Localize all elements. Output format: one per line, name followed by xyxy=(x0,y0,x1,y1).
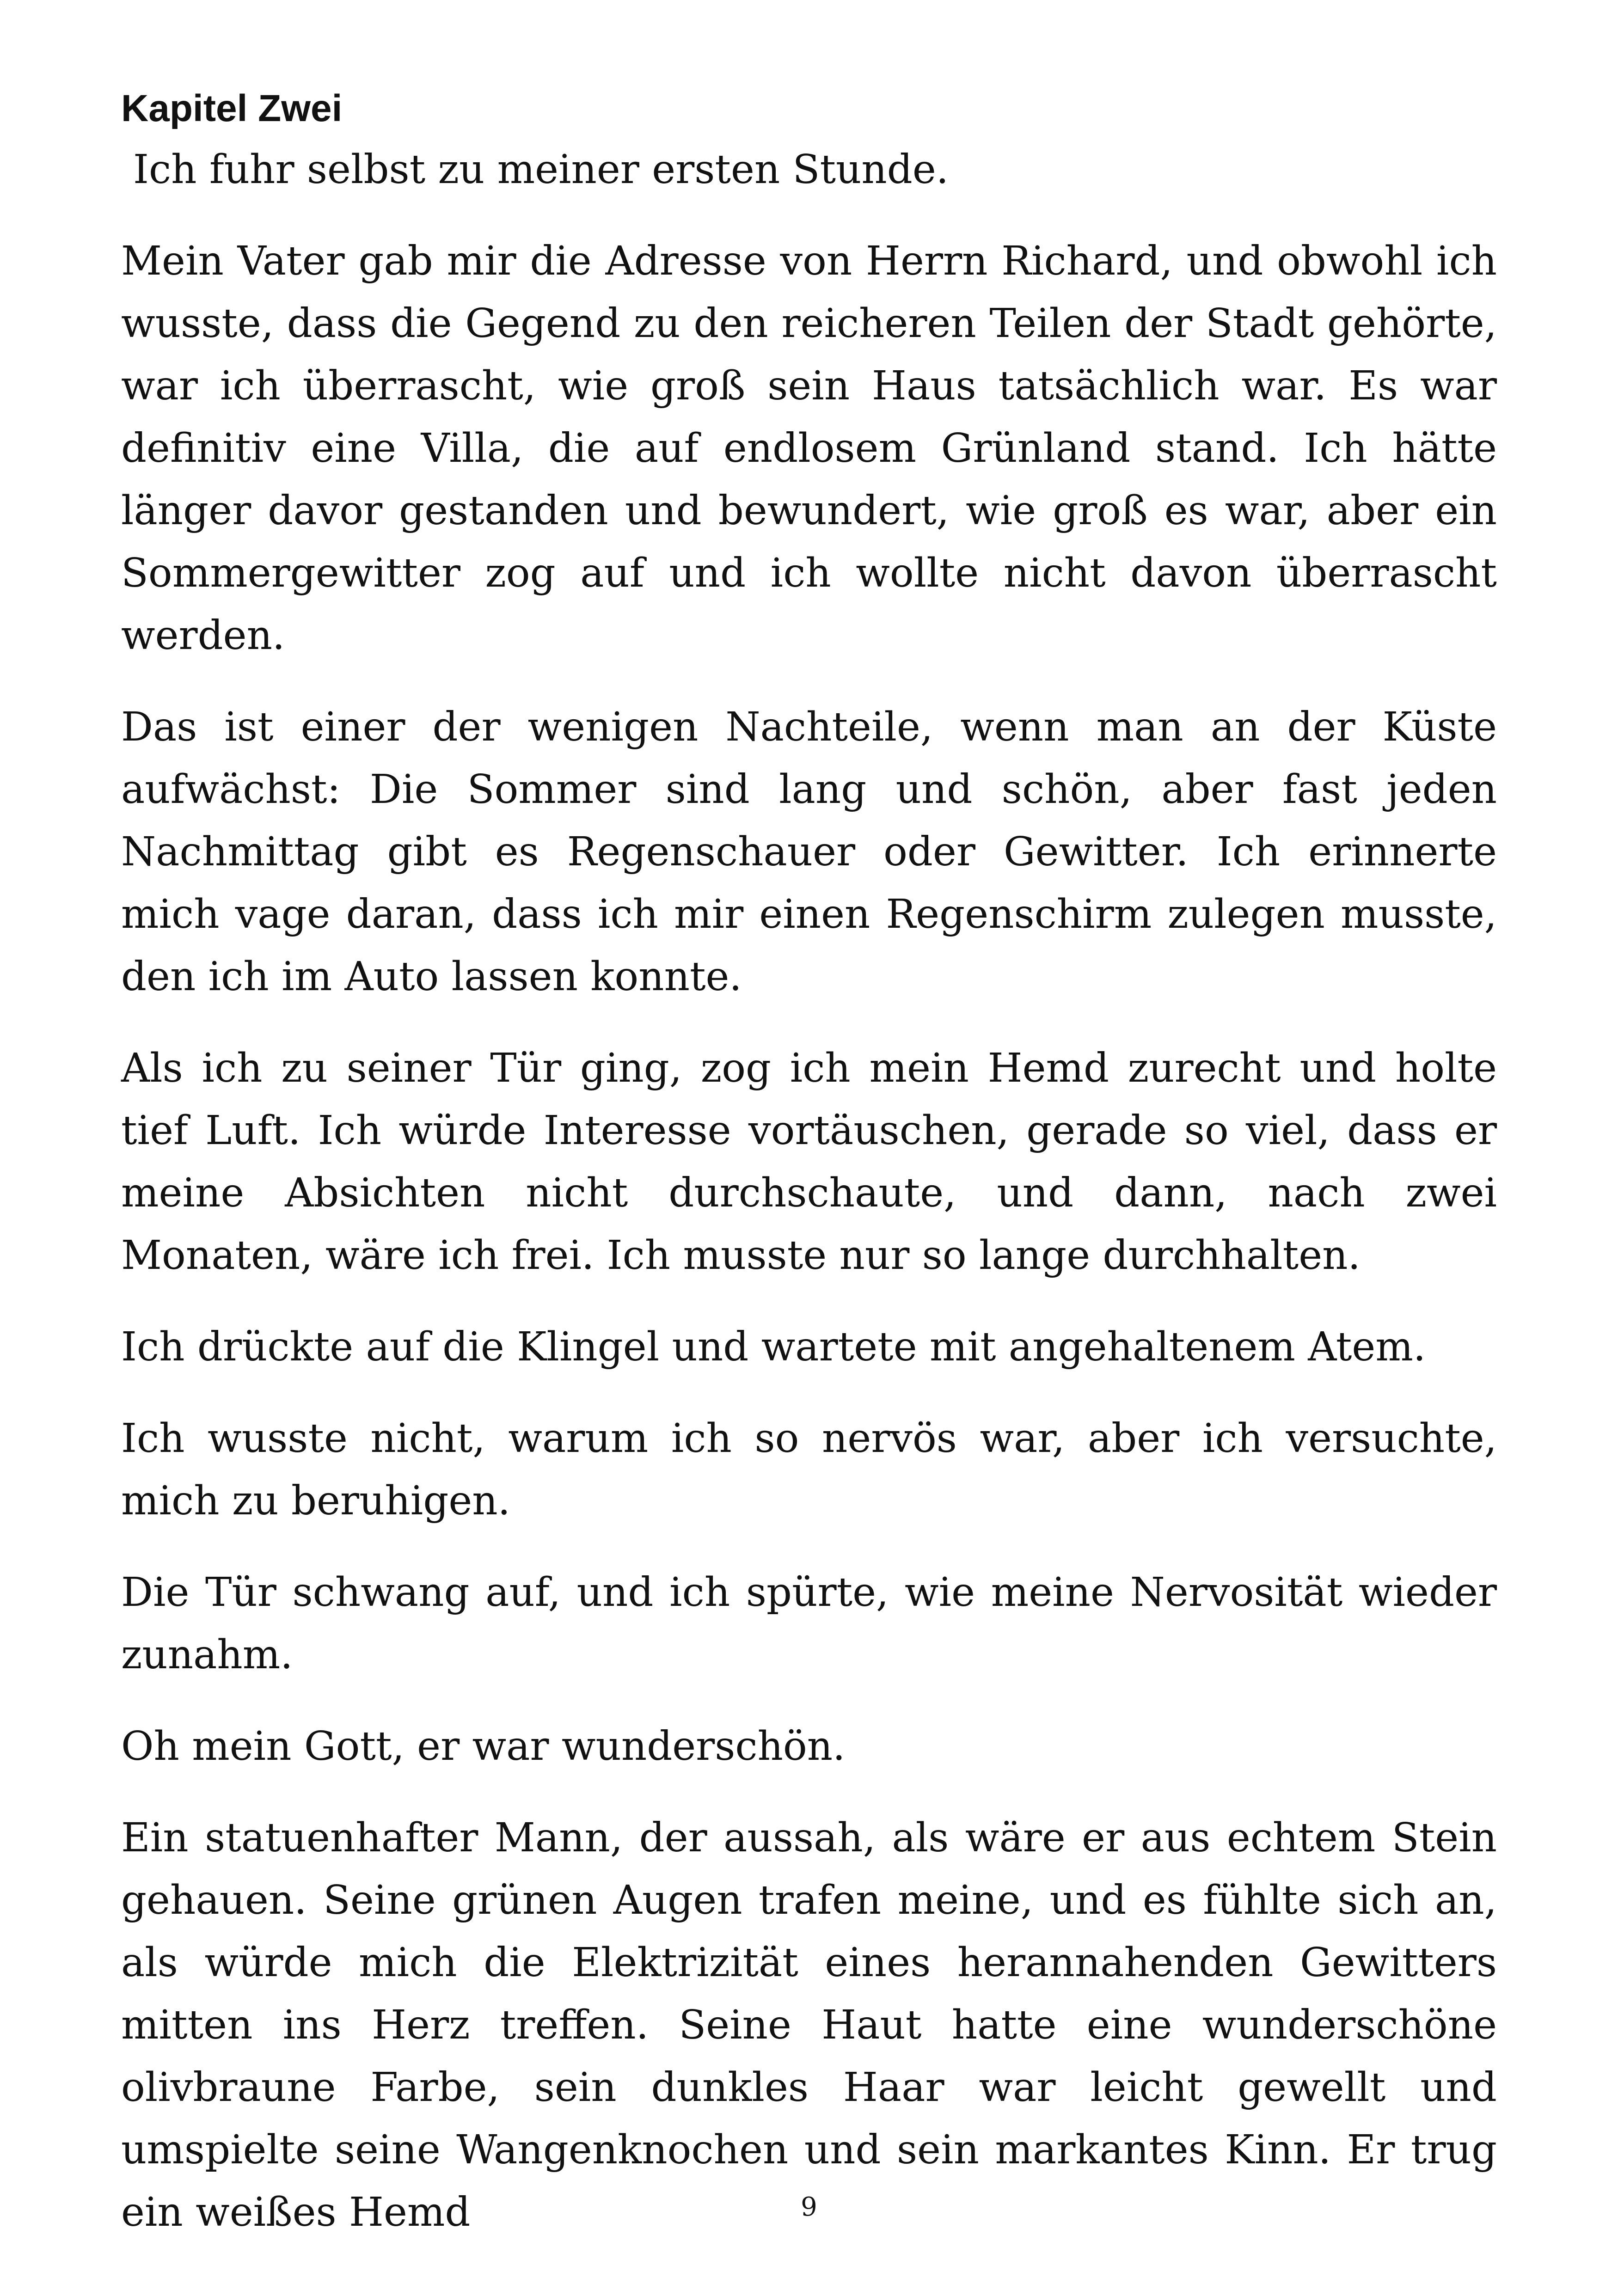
paragraph: Als ich zu seiner Tür ging, zog ich mein Hemd zurecht und holte tief Luft. Ich würde Interesse vortäuschen, gerade so viel, dass er meine Absichten nicht durchschaute, und dann, nach zwei Monaten, wäre ich frei. Ich musste nur so lange durchhalten. xyxy=(121,1045,1497,1279)
paragraph: Ein statuenhafter Mann, der aussah, als wäre er aus echtem Stein gehauen. Seine grünen Augen trafen meine, und es fühlte sich an, als würde mich die Elektrizität eines herannahenden Gewitters mitten ins Herz treffen. Seine Haut hatte eine wunderschöne olivbraune Farbe, sein dunkles Haar war leicht gewellt und umspielte seine Wangenknochen und sein markantes Kinn. Er trug ein weißes Hemd xyxy=(121,1815,1497,2235)
paragraph: Das ist einer der wenigen Nachteile, wenn man an der Küste aufwächst: Die Sommer sind lang und schön, aber fast jeden Nachmittag gibt es Regenschauer oder Gewitter. Ich erinnerte mich vage daran, dass ich mir einen Regenschirm zulegen musste, den ich im Auto lassen konnte. xyxy=(121,704,1497,1000)
paragraph: Ich fuhr selbst zu meiner ersten Stunde. xyxy=(133,147,949,193)
paragraph: Oh mein Gott, er war wunderschön. xyxy=(121,1723,846,1769)
paragraph: Mein Vater gab mir die Adresse von Herrn Richard, und obwohl ich wusste, dass die Gegend zu den reicheren Teilen der Stadt gehörte, war ich überrascht, wie groß sein Haus tatsächlich war. Es war definitiv eine Villa, die auf endlosem Grünland stand. Ich hätte länger davor gestanden und bewundert, wie groß es war, aber ein Sommergewitter zog auf und ich wollte nicht davon überrascht werden. xyxy=(121,238,1497,659)
paragraph: Ich wusste nicht, warum ich so nervös war, aber ich versuchte, mich zu beruhigen. xyxy=(121,1415,1497,1524)
page-number: 9 xyxy=(801,2192,817,2222)
paragraph: Die Tür schwang auf, und ich spürte, wie meine Nervosität wieder zunahm. xyxy=(121,1569,1497,1678)
chapter-title: Kapitel Zwei xyxy=(121,87,343,129)
page-content xyxy=(121,79,1497,2273)
paragraph: Ich drückte auf die Klingel und wartete mit angehaltenem Atem. xyxy=(121,1324,1426,1370)
